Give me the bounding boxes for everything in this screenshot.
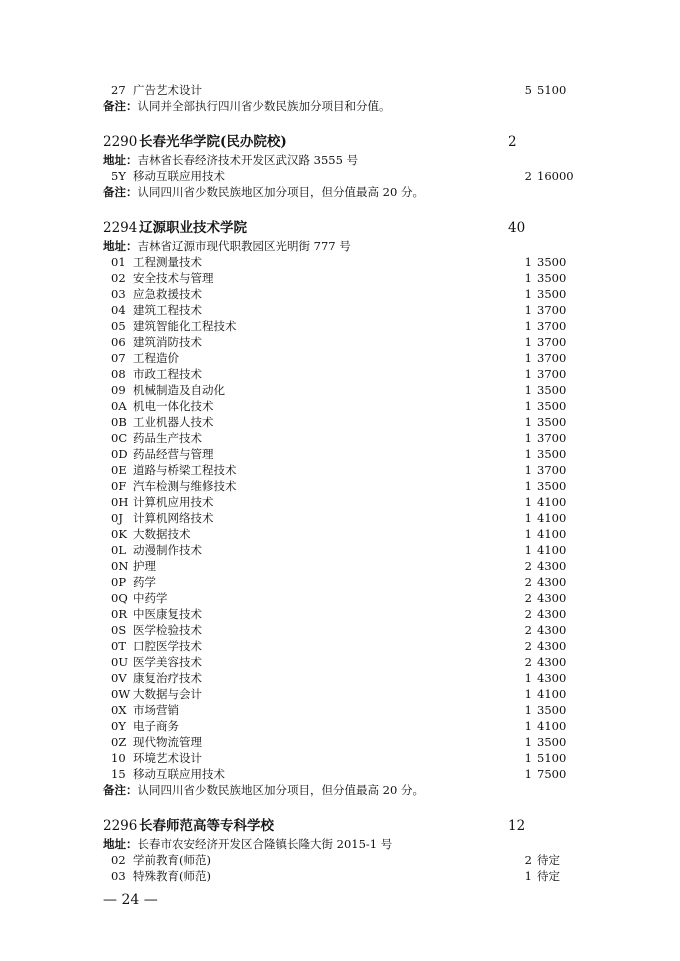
- major-code: 0V: [111, 671, 127, 685]
- major-tuition: 3700: [537, 303, 567, 317]
- major-tuition: 5100: [537, 83, 567, 97]
- major-name: 机电一体化技术: [133, 399, 214, 413]
- note-label: 备注：: [103, 185, 138, 199]
- school-total-quota: 12: [508, 818, 526, 834]
- major-tuition: 3500: [537, 735, 567, 749]
- major-code: 09: [111, 383, 126, 397]
- address-label: 地址：: [103, 153, 138, 167]
- major-row: [103, 542, 583, 558]
- major-name: 学前教育(师范): [133, 853, 211, 867]
- major-code: 0X: [111, 703, 127, 717]
- school-total-quota: 2: [508, 134, 517, 150]
- major-row: [103, 350, 583, 366]
- major-name: 市场营销: [133, 703, 179, 717]
- major-code: 05: [111, 319, 126, 333]
- major-quota: 1: [524, 431, 532, 445]
- address-label: 地址：: [103, 837, 138, 851]
- major-row: [103, 606, 583, 622]
- major-tuition: 4300: [537, 671, 567, 685]
- major-tuition: 3500: [537, 703, 567, 717]
- major-code: 03: [111, 869, 126, 883]
- major-row: [103, 302, 583, 318]
- school-name: 长春光华学院(民办院校): [139, 134, 287, 150]
- address-label: 地址：: [103, 239, 138, 253]
- major-name: 道路与桥梁工程技术: [133, 463, 237, 477]
- address-value: 长春市农安经济开发区合隆镇长隆大街 2015-1 号: [137, 837, 393, 851]
- major-quota: 2: [524, 607, 532, 621]
- note-label: 备注：: [103, 783, 138, 797]
- major-quota: 1: [524, 367, 532, 381]
- major-quota: 1: [524, 479, 532, 493]
- major-quota: 5: [524, 83, 532, 97]
- major-row: [103, 254, 583, 270]
- major-code: 0C: [111, 431, 128, 445]
- school-address: [103, 836, 583, 852]
- major-code: 03: [111, 287, 126, 301]
- major-row: [103, 686, 583, 702]
- major-code: 0F: [111, 479, 127, 493]
- major-code: 06: [111, 335, 126, 349]
- major-quota: 1: [524, 869, 532, 883]
- major-row: [103, 766, 583, 782]
- major-tuition: 3500: [537, 383, 567, 397]
- school-code: 2296: [103, 818, 138, 834]
- major-name: 建筑智能化工程技术: [133, 319, 237, 333]
- major-quota: 1: [524, 527, 532, 541]
- major-tuition: 3500: [537, 255, 567, 269]
- major-code: 0D: [111, 447, 128, 461]
- major-quota: 2: [524, 853, 532, 867]
- major-quota: 2: [524, 591, 532, 605]
- major-name: 中药学: [133, 591, 168, 605]
- major-quota: 1: [524, 351, 532, 365]
- major-quota: 1: [524, 399, 532, 413]
- school-note: [103, 184, 583, 200]
- major-quota: 1: [524, 495, 532, 509]
- major-tuition: 3700: [537, 335, 567, 349]
- major-row: [103, 670, 583, 686]
- note-value: 认同四川省少数民族地区加分项目，但分值最高 20 分。: [137, 783, 424, 797]
- major-tuition: 3500: [537, 271, 567, 285]
- major-code: 08: [111, 367, 126, 381]
- school-address: [103, 238, 583, 254]
- major-name: 汽车检测与维修技术: [133, 479, 237, 493]
- major-code: 0U: [111, 655, 129, 669]
- major-quota: 1: [524, 415, 532, 429]
- major-quota: 1: [524, 463, 532, 477]
- major-name: 药学: [133, 575, 156, 589]
- major-quota: 1: [524, 335, 532, 349]
- major-row: [103, 574, 583, 590]
- school-heading: [103, 132, 583, 152]
- major-name: 计算机网络技术: [133, 511, 214, 525]
- major-name: 医学美容技术: [133, 655, 202, 669]
- major-tuition: 待定: [537, 869, 560, 883]
- major-tuition: 16000: [537, 169, 574, 183]
- major-tuition: 3500: [537, 447, 567, 461]
- major-row: [103, 334, 583, 350]
- major-quota: 1: [524, 735, 532, 749]
- major-name: 康复治疗技术: [133, 671, 202, 685]
- major-row: [103, 734, 583, 750]
- major-row: [103, 702, 583, 718]
- major-row: [103, 750, 583, 766]
- major-tuition: 4300: [537, 639, 567, 653]
- major-tuition: 4300: [537, 607, 567, 621]
- major-tuition: 4100: [537, 511, 567, 525]
- major-quota: 1: [524, 271, 532, 285]
- major-name: 药品生产技术: [133, 431, 202, 445]
- major-code: 0N: [111, 559, 129, 573]
- major-row: [103, 82, 583, 98]
- major-quota: 1: [524, 319, 532, 333]
- major-tuition: 4300: [537, 655, 567, 669]
- major-tuition: 4300: [537, 591, 567, 605]
- school-total-quota: 40: [508, 220, 526, 236]
- major-code: 0L: [111, 543, 126, 557]
- major-row: [103, 168, 583, 184]
- note-value: 认同并全部执行四川省少数民族加分项目和分值。: [137, 99, 391, 113]
- major-tuition: 4100: [537, 719, 567, 733]
- major-code: 02: [111, 853, 126, 867]
- major-code: 0Q: [111, 591, 128, 605]
- major-row: [103, 622, 583, 638]
- major-name: 电子商务: [133, 719, 179, 733]
- major-row: [103, 414, 583, 430]
- major-row: [103, 852, 583, 868]
- major-code: 0Y: [111, 719, 126, 733]
- major-quota: 1: [524, 687, 532, 701]
- major-row: [103, 494, 583, 510]
- major-quota: 1: [524, 767, 532, 781]
- major-row: [103, 478, 583, 494]
- major-row: [103, 446, 583, 462]
- major-quota: 1: [524, 671, 532, 685]
- major-code: 5Y: [111, 169, 126, 183]
- address-value: 吉林省长春经济技术开发区武汉路 3555 号: [137, 153, 359, 167]
- school-heading: [103, 218, 583, 238]
- major-quota: 2: [524, 559, 532, 573]
- major-name: 市政工程技术: [133, 367, 202, 381]
- note-label: 备注：: [103, 99, 138, 113]
- major-code: 0R: [111, 607, 127, 621]
- major-tuition: 3700: [537, 463, 567, 477]
- major-code: 0H: [111, 495, 129, 509]
- major-name: 应急救援技术: [133, 287, 202, 301]
- address-value: 吉林省辽源市现代职教园区光明街 777 号: [137, 239, 351, 253]
- major-row: [103, 718, 583, 734]
- major-code: 15: [111, 767, 126, 781]
- school-code: 2294: [103, 220, 138, 236]
- major-tuition: 4100: [537, 495, 567, 509]
- school-note: [103, 782, 583, 798]
- major-row: [103, 868, 583, 884]
- major-tuition: 3500: [537, 399, 567, 413]
- major-quota: 2: [524, 169, 532, 183]
- major-code: 27: [111, 83, 126, 97]
- major-tuition: 3700: [537, 351, 567, 365]
- school-code: 2290: [103, 134, 138, 150]
- major-quota: 1: [524, 255, 532, 269]
- major-name: 护理: [133, 559, 156, 573]
- school-note: [103, 98, 583, 114]
- major-quota: 1: [524, 383, 532, 397]
- major-row: [103, 430, 583, 446]
- major-tuition: 4300: [537, 575, 567, 589]
- major-name: 现代物流管理: [133, 735, 202, 749]
- major-row: [103, 286, 583, 302]
- major-tuition: 3700: [537, 367, 567, 381]
- major-name: 医学检验技术: [133, 623, 202, 637]
- major-code: 0Z: [111, 735, 127, 749]
- major-row: [103, 462, 583, 478]
- major-row: [103, 558, 583, 574]
- major-code: 0P: [111, 575, 127, 589]
- major-tuition: 4100: [537, 527, 567, 541]
- major-code: 0K: [111, 527, 127, 541]
- major-tuition: 3500: [537, 287, 567, 301]
- major-code: 0A: [111, 399, 127, 413]
- major-name: 机械制造及自动化: [133, 383, 225, 397]
- major-code: 0E: [111, 463, 127, 477]
- major-code: 01: [111, 255, 126, 269]
- major-quota: 1: [524, 543, 532, 557]
- major-code: 0S: [111, 623, 127, 637]
- major-quota: 1: [524, 703, 532, 717]
- major-tuition: 5100: [537, 751, 567, 765]
- major-code: 0J: [111, 511, 123, 525]
- major-name: 中医康复技术: [133, 607, 202, 621]
- major-quota: 2: [524, 639, 532, 653]
- major-row: [103, 270, 583, 286]
- major-row: [103, 526, 583, 542]
- major-name: 建筑工程技术: [133, 303, 202, 317]
- major-quota: 1: [524, 447, 532, 461]
- major-row: [103, 638, 583, 654]
- major-tuition: 3700: [537, 319, 567, 333]
- major-name: 大数据技术: [133, 527, 191, 541]
- major-name: 大数据与会计: [133, 687, 202, 701]
- major-name: 环境艺术设计: [133, 751, 202, 765]
- major-code: 02: [111, 271, 126, 285]
- major-name: 特殊教育(师范): [133, 869, 211, 883]
- major-tuition: 4300: [537, 623, 567, 637]
- major-name: 移动互联应用技术: [133, 169, 225, 183]
- major-name: 口腔医学技术: [133, 639, 202, 653]
- major-name: 安全技术与管理: [133, 271, 214, 285]
- major-tuition: 4100: [537, 543, 567, 557]
- major-row: [103, 510, 583, 526]
- school-heading: [103, 816, 583, 836]
- major-row: [103, 654, 583, 670]
- major-quota: 1: [524, 751, 532, 765]
- school-address: [103, 152, 583, 168]
- major-code: 04: [111, 303, 126, 317]
- major-quota: 1: [524, 287, 532, 301]
- school-name: 长春师范高等专科学校: [139, 818, 274, 834]
- major-tuition: 3500: [537, 479, 567, 493]
- note-value: 认同四川省少数民族地区加分项目，但分值最高 20 分。: [137, 185, 424, 199]
- major-name: 药品经营与管理: [133, 447, 214, 461]
- major-quota: 2: [524, 655, 532, 669]
- major-tuition: 4100: [537, 687, 567, 701]
- major-code: 07: [111, 351, 126, 365]
- major-quota: 2: [524, 575, 532, 589]
- major-code: 10: [111, 751, 126, 765]
- major-quota: 2: [524, 623, 532, 637]
- school-name: 辽源职业技术学院: [139, 220, 247, 236]
- major-row: [103, 382, 583, 398]
- major-tuition: 7500: [537, 767, 567, 781]
- major-name: 工程造价: [133, 351, 179, 365]
- major-name: 移动互联应用技术: [133, 767, 225, 781]
- major-name: 动漫制作技术: [133, 543, 202, 557]
- major-tuition: 3700: [537, 431, 567, 445]
- major-row: [103, 366, 583, 382]
- major-row: [103, 590, 583, 606]
- major-quota: 1: [524, 511, 532, 525]
- major-row: [103, 398, 583, 414]
- major-tuition: 4300: [537, 559, 567, 573]
- major-code: 0W: [111, 687, 131, 701]
- major-quota: 1: [524, 719, 532, 733]
- major-tuition: 3500: [537, 415, 567, 429]
- major-quota: 1: [524, 303, 532, 317]
- major-code: 0B: [111, 415, 127, 429]
- major-row: [103, 318, 583, 334]
- major-name: 广告艺术设计: [133, 83, 202, 97]
- major-name: 建筑消防技术: [133, 335, 202, 349]
- major-code: 0T: [111, 639, 126, 653]
- major-tuition: 待定: [537, 853, 560, 867]
- major-name: 工程测量技术: [133, 255, 202, 269]
- page-number: — 24 —: [103, 892, 158, 908]
- major-name: 计算机应用技术: [133, 495, 214, 509]
- major-name: 工业机器人技术: [133, 415, 214, 429]
